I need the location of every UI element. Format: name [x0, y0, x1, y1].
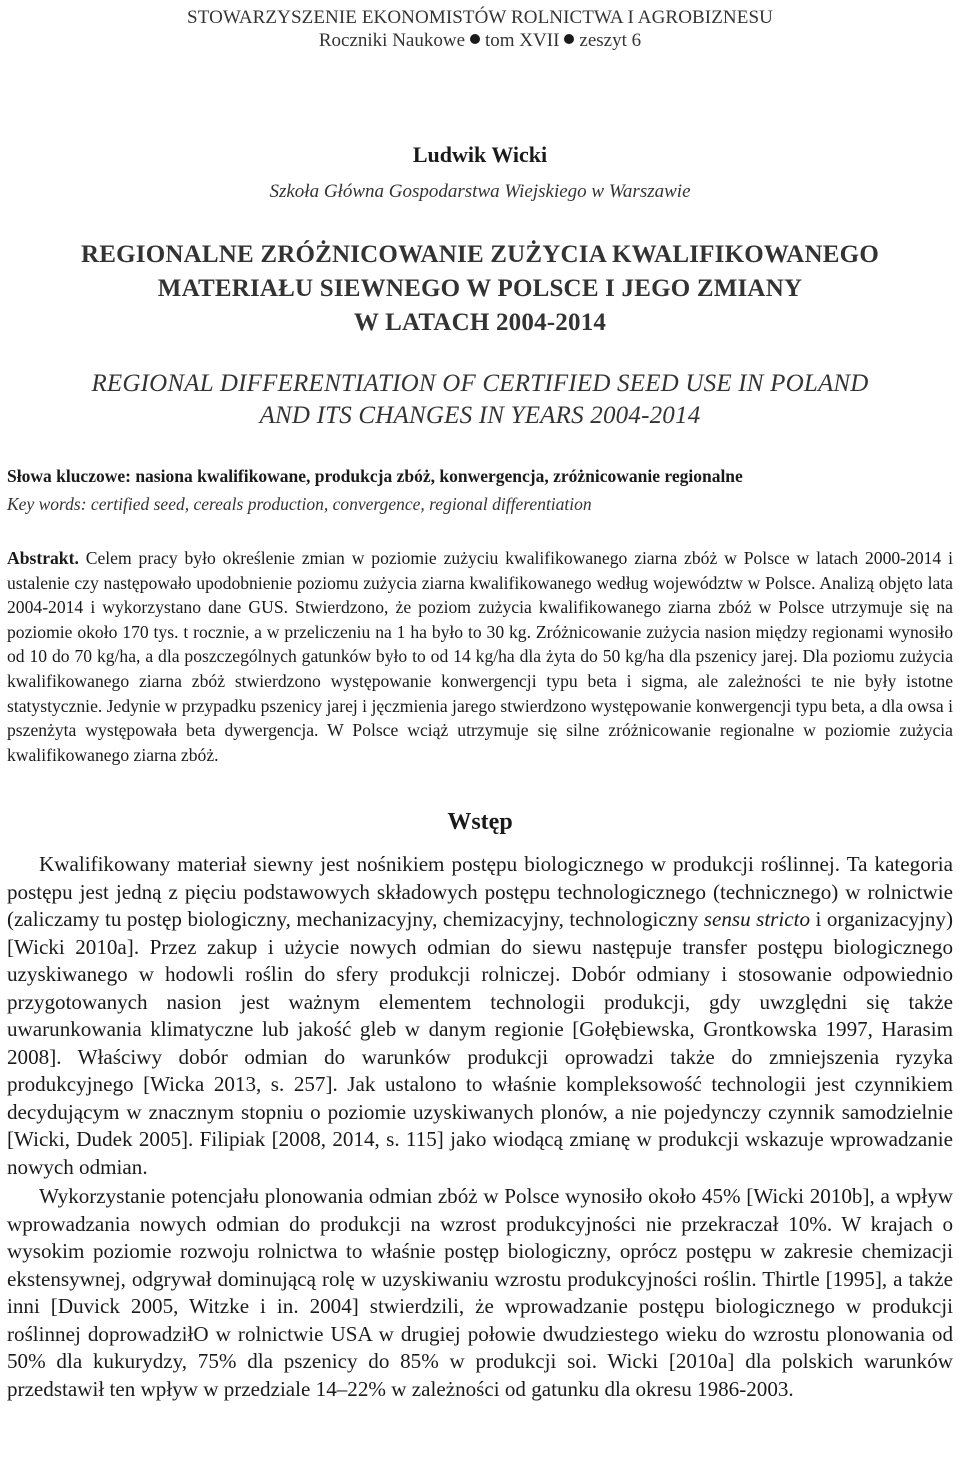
keywords-polish: Słowa kluczowe: nasiona kwalifikowane, produkcja zbóż, konwergencja, zróżnicowanie regionalne — [7, 466, 743, 486]
society-name: STOWARZYSZENIE EKONOMISTÓW ROLNICTWA I AGROBIZNESU — [187, 7, 773, 28]
journal-name: Roczniki Naukowe — [318, 30, 465, 51]
title-polish-line: REGIONALNE ZRÓŻNICOWANIE ZUŻYCIA KWALIFIKOWANEGO — [81, 241, 879, 268]
title-english-line: AND ITS CHANGES IN YEARS 2004-2014 — [259, 402, 701, 429]
abstract — [7, 546, 953, 767]
paragraph: Wykorzystanie potencjału plonowania odmian zbóż w Polsce wynosiło około 45% [Wicki 2010b], a wpływ wprowadzania nowych odmian do produkcji na wzrost produkcyjności nie przekraczał 10%. W krajach o wysokim poziomie rozwoju rolnictwa to właśnie postęp biologiczny, oprócz postępu w zakresie chemizacji ekstensywnej, odgrywał dominującą rolę w uzyskiwaniu wzrostu produkcyjności roślin. Thirtle [1995], a także inni [Duvick 2005, Witzke i in. 2004] stwierdzili, że wprowadzanie postępu biologicznego w produkcji roślinnej doprowadziłO w rolnictwie USA w drugiej połowie dwudziestego wieku do wzrostu plonowania od 50% dla kukurydzy, 75% dla pszenicy do 85% w produkcji soi. Wicki [2010a] dla polskich warunków przedstawił ten wpływ w przedziale 14–22% w zależności od gatunku dla okresu 1986-2003. — [7, 1184, 953, 1401]
paragraph — [7, 851, 953, 1181]
keywords-block — [7, 462, 953, 518]
running-head — [7, 0, 953, 52]
section-title: Wstęp — [447, 809, 513, 836]
title-polish-line: MATERIAŁU SIEWNEGO W POLSCE I JEGO ZMIANY — [157, 275, 803, 302]
author-name: Ludwik Wicki — [412, 142, 548, 167]
bullet-icon — [470, 34, 480, 44]
paragraph-text: Kwalifikowany materiał siewny jest nośnikiem postępu biologicznego w produkcji roślinnej. Ta kategoria postępu jest jedną z pięciu podstawowych składowych postępu technologicznego (technicznego) w rolnictwie (zaliczamy tu postęp biologiczny, mechanizacyjny, chemizacyjny, technologiczny — [7, 852, 953, 932]
italic-term: sensu stricto — [703, 907, 811, 932]
journal-info — [7, 30, 953, 52]
abstract-label: Abstrakt. — [7, 548, 79, 568]
title-polish-line: W LATACH 2004-2014 — [353, 309, 607, 336]
volume: tom XVII — [485, 30, 560, 51]
title-english-line: REGIONAL DIFFERENTIATION OF CERTIFIED SEED USE IN POLAND — [91, 370, 869, 397]
issue: zeszyt 6 — [579, 30, 642, 51]
bullet-icon — [564, 34, 574, 44]
keywords-english: Key words: certified seed, cereals production, convergence, regional differentiation — [7, 494, 592, 514]
body-text — [7, 851, 953, 1403]
author-affiliation: Szkoła Główna Gospodarstwa Wiejskiego w Warszawie — [269, 181, 691, 202]
title-english — [7, 368, 953, 432]
title-polish — [7, 238, 953, 340]
abstract-text: Celem pracy było określenie zmian w poziomie zużyciu kwalifikowanego ziarna zbóż w Polsce w latach 2000-2014 i ustalenie czy następowało upodobnienie poziomu zużycia ziarna kwalifikowanego według województw w Polsce. Analizą objęto lata 2004-2014 i wykorzystano dane GUS. Stwierdzono, że poziom zużycia kwalifikowanego ziarna zbóż w Polsce utrzymuje się na poziomie około 170 tys. t rocznie, a w przeliczeniu na 1 ha było to 30 kg. Zróżnicowanie zużycia nasion między regionami wynosiło od 10 do 70 kg/ha, a dla poszczególnych gatunków było to od 14 kg/ha dla żyta do 50 kg/ha dla pszenicy jarej. Dla poziomu zużycia kwalifikowanego ziarna zbóż stwierdzono występowanie konwergencji typu beta i sigma, ale zależności te nie były istotne statystycznie. Jedynie w przypadku pszenicy jarej i jęczmienia jarego stwierdzono występowanie konwergencji typu beta, a dla owsa i pszenżyta występowała beta dywergencja. W Polsce wciąż utrzymuje się silne zróżnicowanie regionalne w poziomie zużycia kwalifikowanego ziarna zbóż. — [7, 548, 953, 765]
paragraph-text: i organizacyjny) [Wicki 2010a]. Przez zakup i użycie nowych odmian do siewu następuje transfer postępu biologicznego uzyskiwanego w hodowli roślin do sfery produkcji rolniczej. Dobór odmiany i stosowanie odpowiednio przygotowanych nasion jest ważnym elementem technologii produkcji, gdy uwzględni się także uwarunkowania klimatyczne lub jakość gleb w danym regionie [Gołębiewska, Grontkowska 1997, Harasim 2008]. Właściwy dobór odmian do warunków produkcji oprowadzi także do zmniejszenia ryzyka produkcyjnego [Wicka 2013, s. 257]. Jak ustalono to właśnie kompleksowość technologii jest czynnikiem decydującym w znacznym stopniu o poziomie uzyskiwanych plonów, a nie pojedynczy czynnik samodzielnie [Wicki, Dudek 2005]. Filipiak [2008, 2014, s. 115] jako wiodącą zmianę w produkcji wskazuje wprowadzanie nowych odmian. — [7, 907, 953, 1179]
